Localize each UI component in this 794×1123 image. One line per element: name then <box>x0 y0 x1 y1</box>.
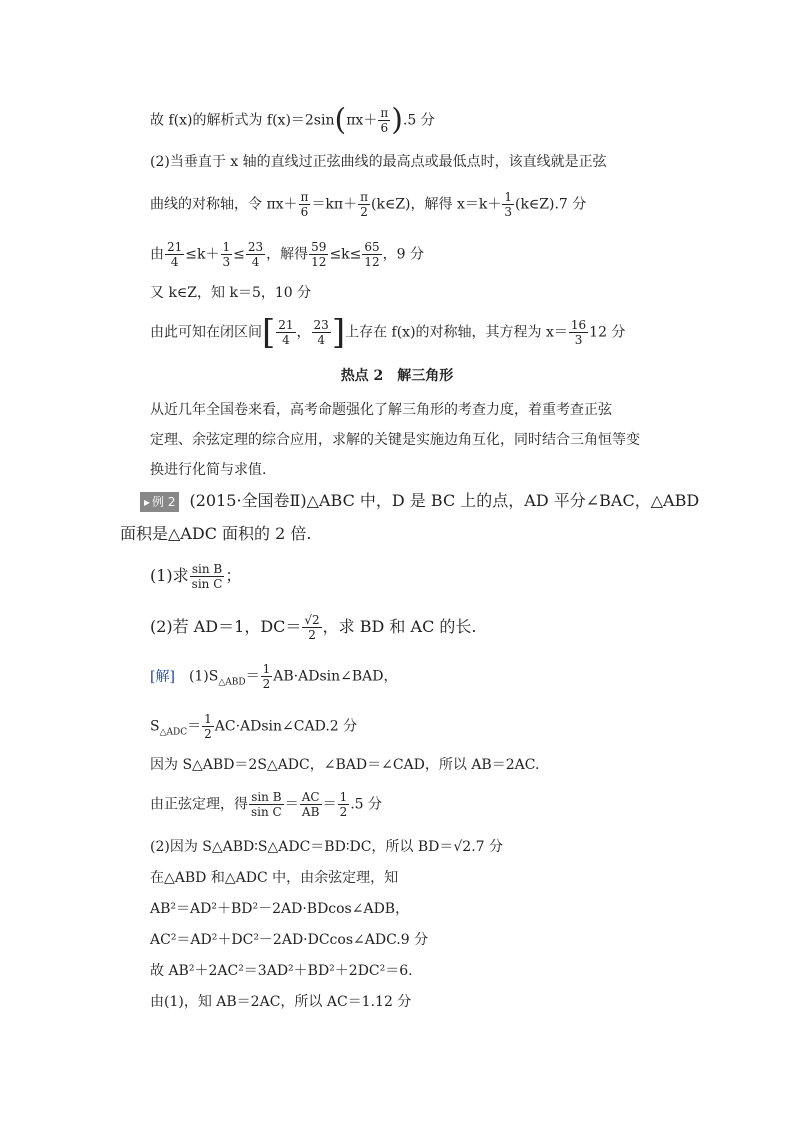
fraction: $\frac{1}{3}$ <box>222 240 231 269</box>
intro-paragraph-line: 从近几年全国卷来看，高考命题强化了解三角形的考查力度，着重考查正弦 <box>150 402 612 418</box>
fraction: $\frac{1}{2}$ <box>339 790 348 819</box>
solution-line: $S_{\triangle ADC}=$ $\frac{1}{2}$ AC·ADsin∠CAD.2 分 <box>150 712 358 741</box>
fraction: $\frac{AC}{AB}$ <box>301 790 320 819</box>
solution-line: AB²＝AD²＋BD²－2AD·BDcos∠ADB， <box>150 901 410 917</box>
example-tag: ▸ 例 2 <box>140 492 179 512</box>
fraction: $\frac{16}{3}$ <box>570 318 587 347</box>
solution-line: 由(1)，知 AB＝2AC，所以 AC＝1.12 分 <box>150 994 412 1010</box>
intro-paragraph-line: 定理、余弦定理的综合应用，求解的关键是实施边角互化，同时结合三角恒等变 <box>150 432 640 448</box>
fraction: $\frac{21}{4}$ <box>278 318 294 347</box>
fraction: $\frac{1}{2}$ <box>262 662 271 691</box>
question-2: (2)若 AD＝1，DC＝ $\frac{√2}{2}$ ，求 BD 和 AC 的长. <box>150 613 477 642</box>
fraction: $\frac{21}{4}$ <box>167 240 183 269</box>
fraction: $\frac{\pi}{2}$ <box>360 190 369 219</box>
fraction: $\frac{23}{4}$ <box>247 240 264 269</box>
example-statement: 面积是△ADC 面积的 2 倍. <box>120 524 312 543</box>
solution-line: [解] $(1)S_{\triangle ABD}=$ $\frac{1}{2}$ AB·ADsin∠BAD， <box>150 662 398 691</box>
intro-paragraph-line: 换进行化简与求值. <box>150 462 267 478</box>
solution-line: AC²＝AD²＋DC²－2AD·DCcos∠ADC.9 分 <box>150 932 429 948</box>
solution-label: [解] <box>150 668 175 685</box>
fraction: $\frac{1}{3}$ <box>504 190 512 219</box>
fraction: $\frac{\pi}{6}$ <box>380 106 389 135</box>
fraction: $\frac{23}{4}$ <box>313 318 329 347</box>
fraction: $\frac{√2}{2}$ <box>304 613 320 642</box>
example-statement: ▸ 例 2 (2015·全国卷Ⅱ)△ABC 中，D 是 BC 上的点，AD 平分∠BAC，△ABD <box>140 491 699 512</box>
question-1: (1)求 $\frac{\text{sin B}}{\text{sin C}}$ ； <box>150 562 242 591</box>
solution-line: (2)因为 S△ABD∶S△ADC＝BD∶DC，所以 BD＝√2.7 分 <box>150 839 504 855</box>
fraction: $\frac{\text{sin B}}{\text{sin C}}$ <box>191 562 223 591</box>
line-part2-intro: (2)当垂直于 x 轴的直线过正弦曲线的最高点或最低点时，该直线就是正弦 <box>150 154 607 170</box>
solution-line: 故 AB²＋2AC²＝3AD²＋BD²＋2DC²＝6. <box>150 963 413 979</box>
line-fx-expression: 故 f(x)的解析式为 f(x)＝2sin(πx＋ $\frac{\pi}{6}$ ).5 分 <box>150 102 435 138</box>
fraction: $\frac{59}{12}$ <box>311 240 327 269</box>
solution-line: 在△ABD 和△ADC 中，由余弦定理，知 <box>150 870 399 886</box>
section-heading: 热点 2 解三角形 <box>340 368 454 384</box>
line-conclusion: 由此可知在闭区间[ $\frac{21}{4}$ ， $\frac{23}{4}$ ]上存在 f(x)的对称轴，其方程为 x＝ $\frac{16}{3}$ 12 分 <box>150 312 626 353</box>
fraction: $\frac{\pi}{6}$ <box>300 190 309 219</box>
fraction: $\frac{65}{12}$ <box>364 240 380 269</box>
line-k-value: 又 k∈Z，知 k＝5，10 分 <box>150 285 312 301</box>
fraction: $\frac{1}{2}$ <box>204 712 212 741</box>
solution-line: 因为 S△ABD＝2S△ADC，∠BAD＝∠CAD，所以 AB＝2AC. <box>150 757 540 773</box>
line-inequality: 由 $\frac{21}{4}$ ≤k＋ $\frac{1}{3}$ ≤ $\frac{23}{4}$ ，解得 $\frac{59}{12}$ ≤k≤ $\frac{65}{12}$ ，9 分 <box>150 240 425 269</box>
line-symmetry-axis: 曲线的对称轴，令 πx＋ $\frac{\pi}{6}$ ＝kπ＋ $\frac{\pi}{2}$ (k∈Z)，解得 x＝k＋ $\frac{1}{3}$ (k∈Z).7 分 <box>150 190 587 219</box>
fraction: $\frac{\text{sin B}}{\text{sin C}}$ <box>251 790 282 819</box>
solution-line: 由正弦定理，得 $\frac{\text{sin B}}{\text{sin C}}$ ＝ $\frac{AC}{AB}$ ＝ $\frac{1}{2}$ .5 分 <box>150 790 383 819</box>
